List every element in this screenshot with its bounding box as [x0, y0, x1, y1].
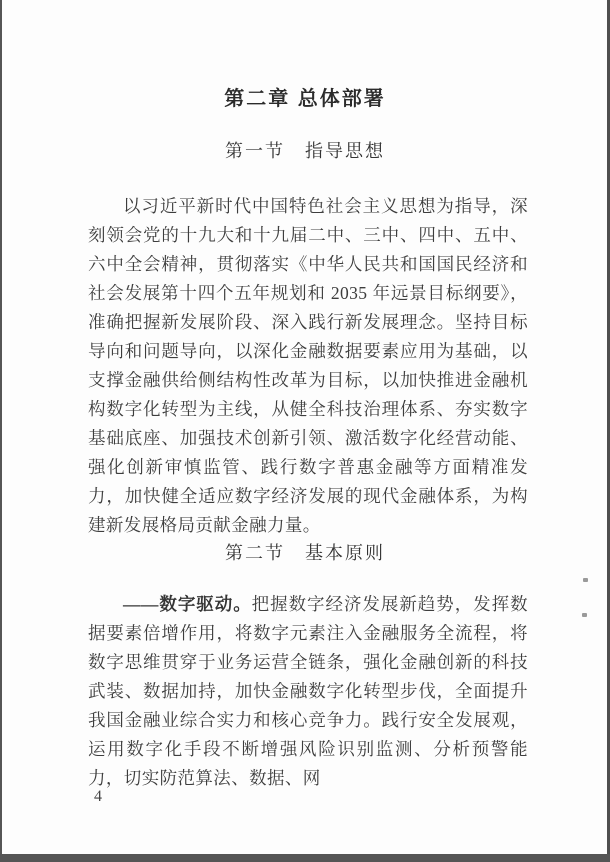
page-number: 4	[94, 788, 102, 805]
scan-speck	[582, 613, 587, 617]
scan-speck	[583, 578, 588, 582]
chapter-title: 第二章 总体部署	[224, 88, 386, 110]
section-title-guiding-ideology: 第一节 指导思想	[225, 141, 385, 161]
section-title-basic-principles: 第二节 基本原则	[225, 543, 385, 563]
paragraph-basic-principles	[88, 590, 528, 793]
principle-text: 把握数字经济发展新趋势，发挥数据要素倍增作用，将数字元素注入金融服务全流程，将数字思维贯穿于业务运营全链条，强化金融创新的科技武装、数据加持，加快金融数字化转型步伐，全面提升我国金融业综合实力和核心竞争力。践行安全发展观，运用数字化手段不断增强风险识别监测、分析预警能力，切实防范算法、数据、网	[88, 594, 528, 788]
scan-edge-left	[0, 0, 2, 862]
scan-edge-bottom	[0, 854, 610, 862]
principle-name-digital-drive: ——数字驱动。	[123, 594, 252, 614]
paragraph-guiding-ideology: 以习近平新时代中国特色社会主义思想为指导，深刻领会党的十九大和十九届二中、三中、四中、五中、六中全会精神，贯彻落实《中华人民共和国国民经济和社会发展第十四个五年规划和 2035 年远景目标纲要》，准确把握新发展阶段、深入践行新发展理念。坚持目标导向和问题导向，以深化金融数据要素应用为基础，以支撑金融供给侧结构性改革为目标，以加快推进金融机构数字化转型为主线，从健全科技治理体系、夯实数字基础底座、加强技术创新引领、激活数字化经营动能、强化创新审慎监管、践行数字普惠金融等方面精准发力，加快健全适应数字经济发展的现代金融体系，为构建新发展格局贡献金融力量。	[88, 196, 528, 535]
